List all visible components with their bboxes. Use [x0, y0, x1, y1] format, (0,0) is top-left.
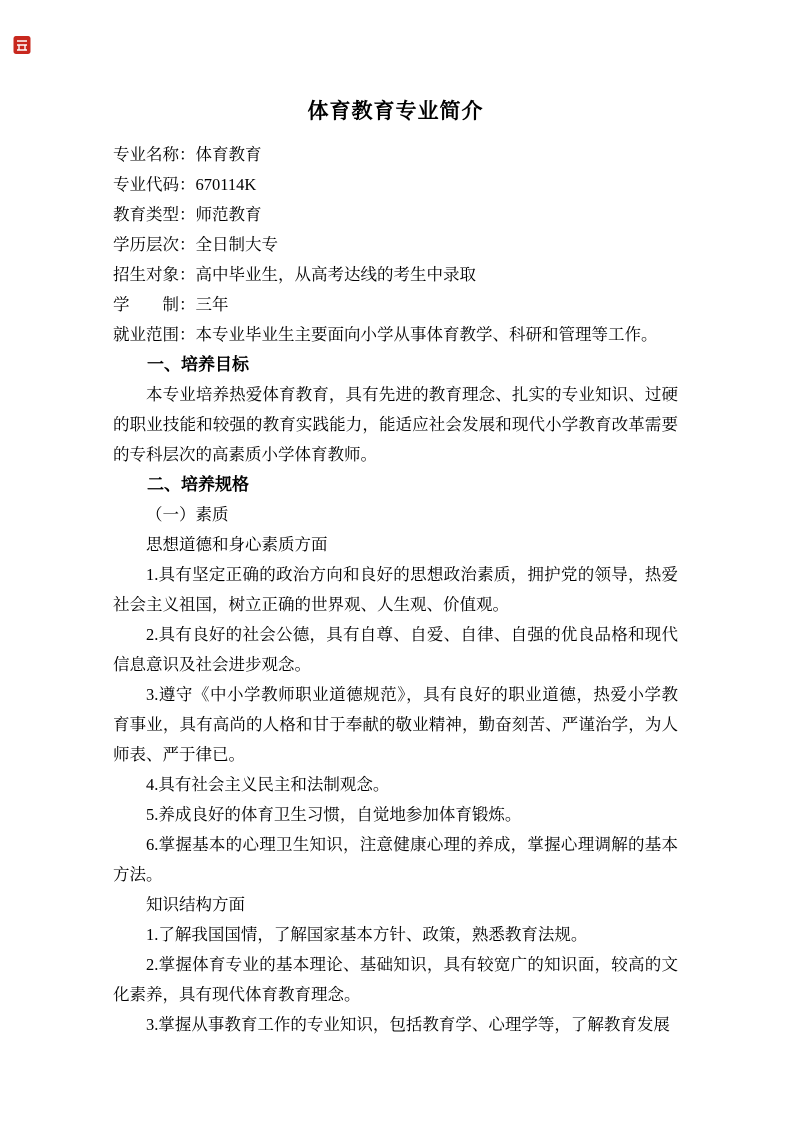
document-paragraph: 专业代码：670114K [113, 175, 257, 194]
document-paragraph: 2.具有良好的社会公德，具有自尊、自爱、自律、自强的优良品格和现代信息意识及社会进步观念。 [113, 625, 678, 674]
document-paragraph: 专业名称：体育教育 [113, 145, 262, 164]
document-body [113, 140, 678, 1040]
document-paragraph: 学历层次：全日制大专 [113, 235, 278, 254]
document-title: 体育教育专业简介 [307, 99, 484, 123]
document-paragraph: 1.了解我国国情，了解国家基本方针、政策，熟悉教育法规。 [146, 925, 588, 944]
document-paragraph: 招生对象：高中毕业生，从高考达线的考生中录取 [113, 265, 476, 284]
document-paragraph: 3.掌握从事教育工作的专业知识，包括教育学、心理学等，了解教育发展 [146, 1015, 670, 1034]
document-paragraph: 思想道德和身心素质方面 [146, 535, 328, 554]
red-stamp-icon [13, 35, 31, 55]
document-paragraph: 3.遵守《中小学教师职业道德规范》，具有良好的职业道德，热爱小学教育事业，具有高尚的人格和甘于奉献的敬业精神，勤奋刻苦、严谨治学，为人师表、严于律已。 [113, 685, 678, 764]
document-paragraph: 学 制：三年 [113, 295, 229, 314]
document-paragraph: 5.养成良好的体育卫生习惯，自觉地参加体育锻炼。 [146, 805, 522, 824]
document-paragraph: 2.掌握体育专业的基本理论、基础知识，具有较宽广的知识面，较高的文化素养，具有现代体育教育理念。 [113, 955, 678, 1004]
document-paragraph: 本专业培养热爱体育教育，具有先进的教育理念、扎实的专业知识、过硬的职业技能和较强的教育实践能力，能适应社会发展和现代小学教育改革需要的专科层次的高素质小学体育教师。 [113, 385, 678, 464]
document-paragraph: 一、培养目标 [147, 355, 249, 374]
document-paragraph: 1.具有坚定正确的政治方向和良好的思想政治素质，拥护党的领导，热爱社会主义祖国，树立正确的世界观、人生观、价值观。 [113, 565, 678, 614]
document-paragraph: 二、培养规格 [147, 475, 249, 494]
document-paragraph: 4.具有社会主义民主和法制观念。 [146, 775, 390, 794]
document-paragraph: （一）素质 [146, 505, 229, 524]
document-paragraph: 6.掌握基本的心理卫生知识，注意健康心理的养成，掌握心理调解的基本方法。 [113, 835, 678, 884]
document-paragraph: 就业范围：本专业毕业生主要面向小学从事体育教学、科研和管理等工作。 [113, 325, 658, 344]
document-paragraph: 知识结构方面 [146, 895, 245, 914]
document-paragraph: 教育类型：师范教育 [113, 205, 262, 224]
